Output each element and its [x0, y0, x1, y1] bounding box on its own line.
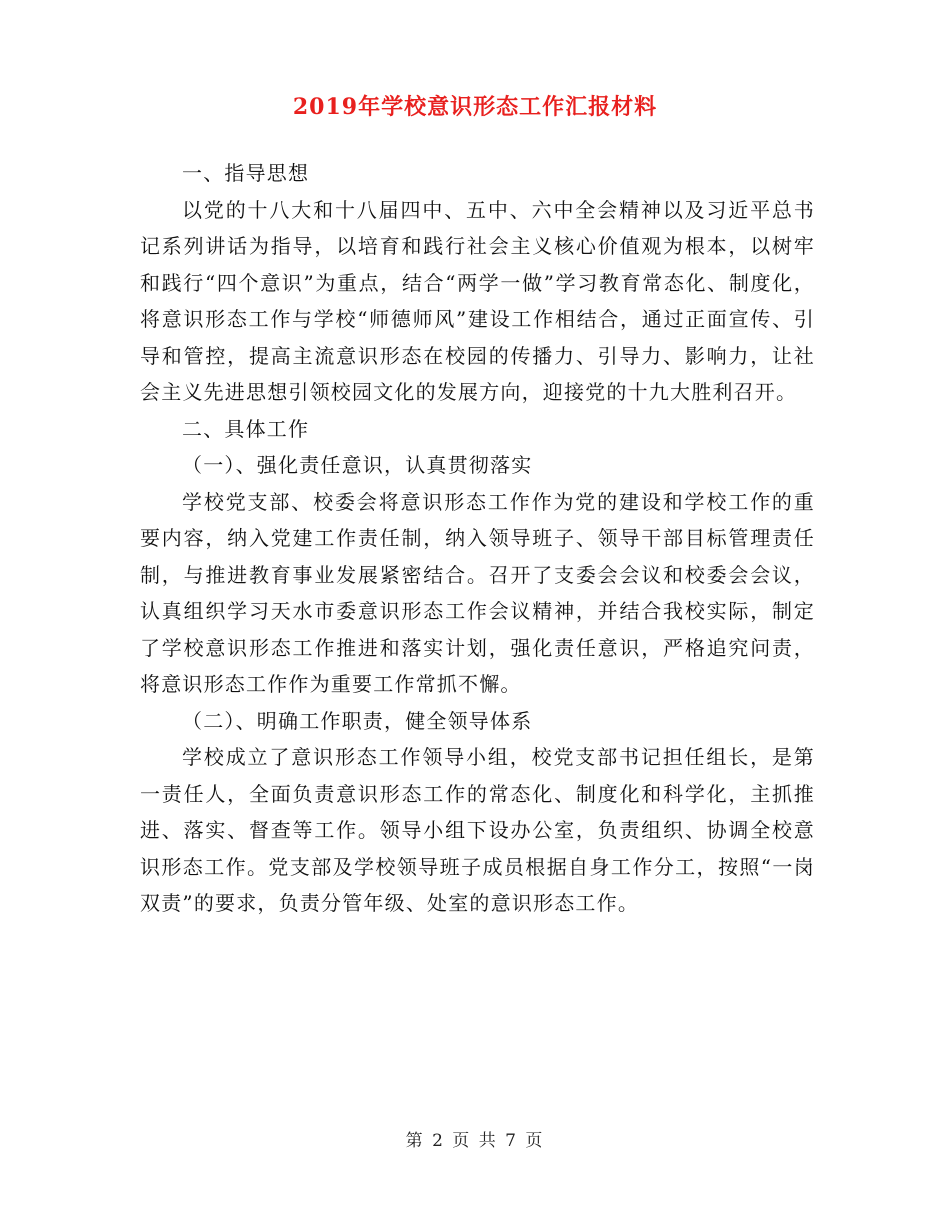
page-number-footer: 第 2 页 共 7 页 — [405, 1131, 545, 1151]
subheading-duties: （二）、明确工作职责，健全领导体系 — [182, 708, 533, 733]
subheading-responsibility: （一）、强化责任意识，认真贯彻落实 — [182, 453, 533, 477]
paragraph-guiding-ideology: 以党的十八大和十八届四中、五中、六中全会精神以及习近平总书记系列讲话为指导，以培育和践行社会主义核心价值观为根本，以树牢和践行“四个意识”为重点，结合“两学一做”学习教育常态化、制度化，将意识形态工作与学校“师德师风”建设工作相结合，通过正面宣传、引导和管控，提高主流意识形态在校园的传播力、引导力、影响力，让社会主义先进思想引领校园文化的发展方向，迎接党的十九大胜利召开。 — [140, 197, 815, 404]
section-heading-specific-work: 二、具体工作 — [182, 416, 310, 441]
document-title: 2019年学校意识形态工作汇报材料 — [292, 94, 658, 120]
paragraph-duties: 学校成立了意识形态工作领导小组，校党支部书记担任组长，是第一责任人，全面负责意识形态工作的常态化、制度化和科学化，主抓推进、落实、督查等工作。领导小组下设办公室，负责组织、协调全校意识形态工作。党支部及学校领导班子成员根据自身工作分工，按照“一岗双责”的要求，负责分管年级、处室的意识形态工作。 — [140, 745, 815, 915]
paragraph-responsibility: 学校党支部、校委会将意识形态工作作为党的建设和学校工作的重要内容，纳入党建工作责任制，纳入领导班子、领导干部目标管理责任制，与推进教育事业发展紧密结合。召开了支委会会议和校委会会议，认真组织学习天水市委意识形态工作会议精神，并结合我校实际，制定了学校意识形态工作推进和落实计划，强化责任意识，严格追究问责，将意识形态工作作为重要工作常抓不懈。 — [140, 489, 815, 696]
section-heading-guiding-ideology: 一、指导思想 — [182, 161, 310, 185]
document-body — [140, 155, 815, 922]
